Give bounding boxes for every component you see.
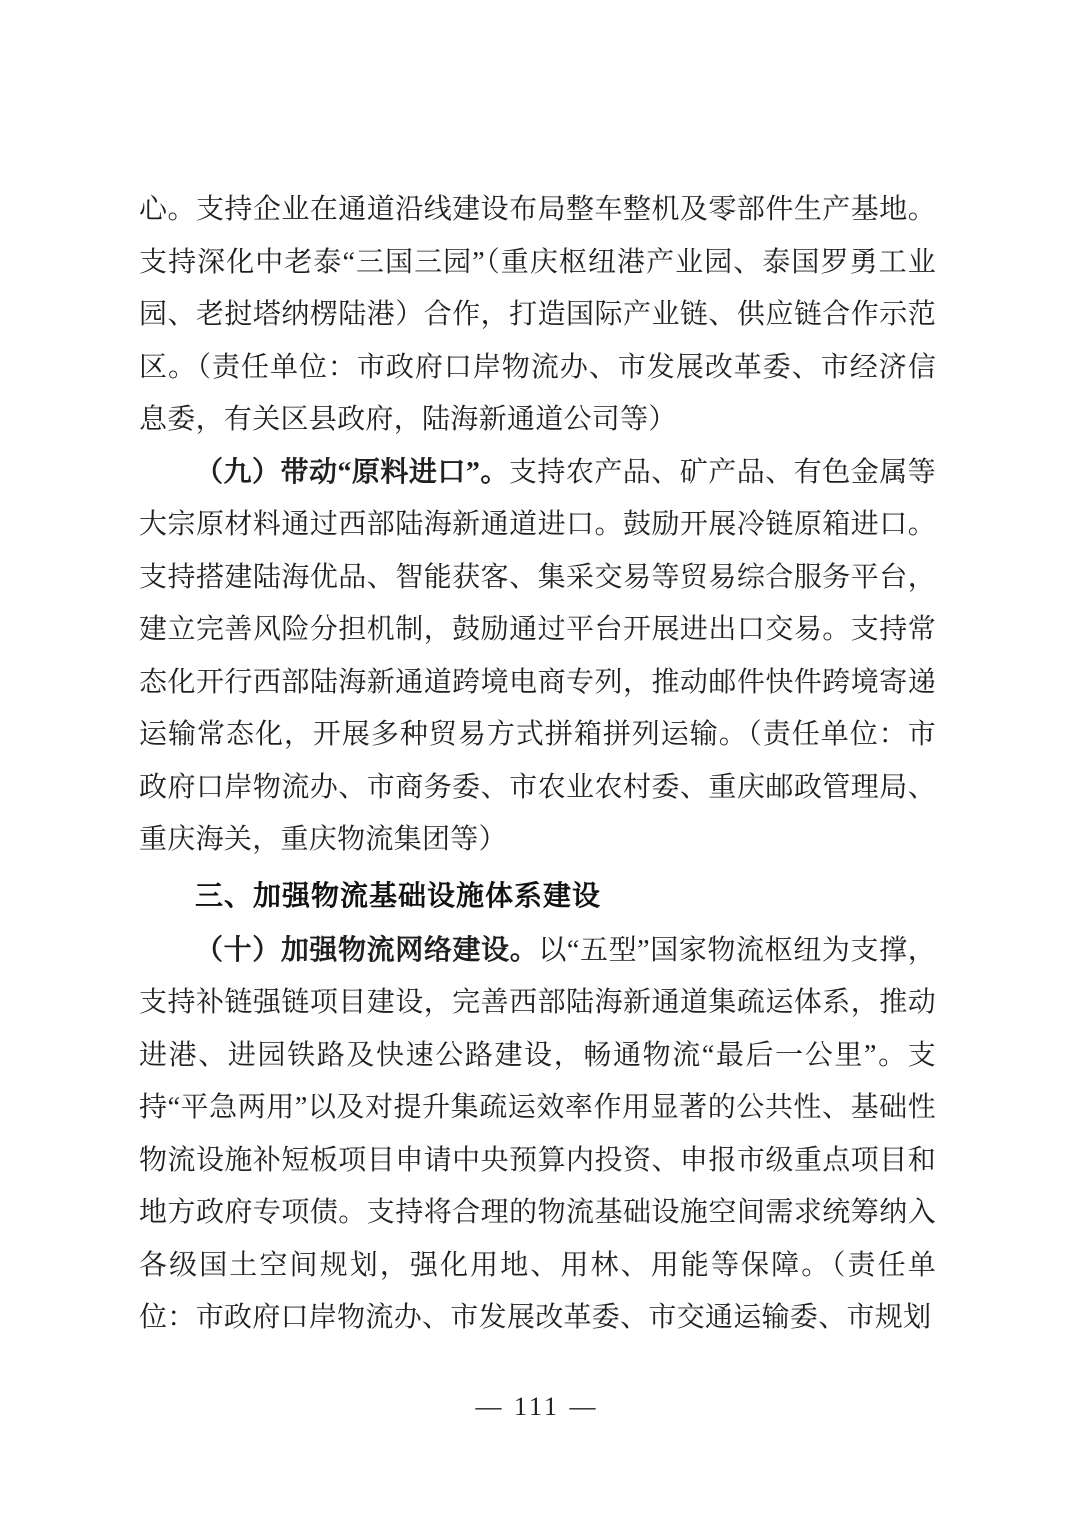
paragraph-text: 支持农产品、矿产品、有色金属等大宗原材料通过西部陆海新通道进口。鼓励开展冷链原箱进口。支持搭建陆海优品、智能获客、集采交易等贸易综合服务平台，建立完善风险分担机制，鼓励通过平台开展进出口交易。支持常态化开行西部陆海新通道跨境电商专列，推动邮件快件跨境寄递运输常态化，开展多种贸易方式拼箱拼列运输。（责任单位：市政府口岸物流办、市商务委、市农业农村委、重庆邮政管理局、重庆海关，重庆物流集团等） — [139, 456, 936, 855]
paragraph — [139, 447, 936, 867]
paragraph — [139, 184, 936, 447]
clause-lead-text: 三、加强物流基础设施体系建设 — [195, 879, 602, 911]
paragraph — [139, 925, 936, 1345]
section-heading — [139, 867, 936, 925]
paragraph-text: 心。支持企业在通道沿线建设布局整车整机及零部件生产基地。支持深化中老泰“三国三园”（重庆枢纽港产业园、泰国罗勇工业园、老挝塔纳楞陆港）合作，打造国际产业链、供应链合作示范区。（责任单位：市政府口岸物流办、市发展改革委、市经济信息委，有关区县政府，陆海新通道公司等） — [139, 194, 936, 435]
clause-lead-text: （十）加强物流网络建设。 — [195, 934, 539, 966]
clause-lead-text: （九）带动“原料进口”。 — [195, 456, 509, 488]
document-body — [139, 184, 936, 1345]
paragraph-text: 以“五型”国家物流枢纽为支撑，支持补链强链项目建设，完善西部陆海新通道集疏运体系，推动进港、进园铁路及快速公路建设，畅通物流“最后一公里”。支持“平急两用”以及对提升集疏运效率作用显著的公共性、基础性物流设施补短板项目申请中央预算内投资、申报市级重点项目和地方政府专项债。支持将合理的物流基础设施空间需求统筹纳入各级国土空间规划，强化用地、用林、用能等保障。（责任单位：市政府口岸物流办、市发展改革委、市交通运输委、市规划 — [139, 934, 936, 1333]
page-number: — 111 — — [475, 1392, 599, 1421]
